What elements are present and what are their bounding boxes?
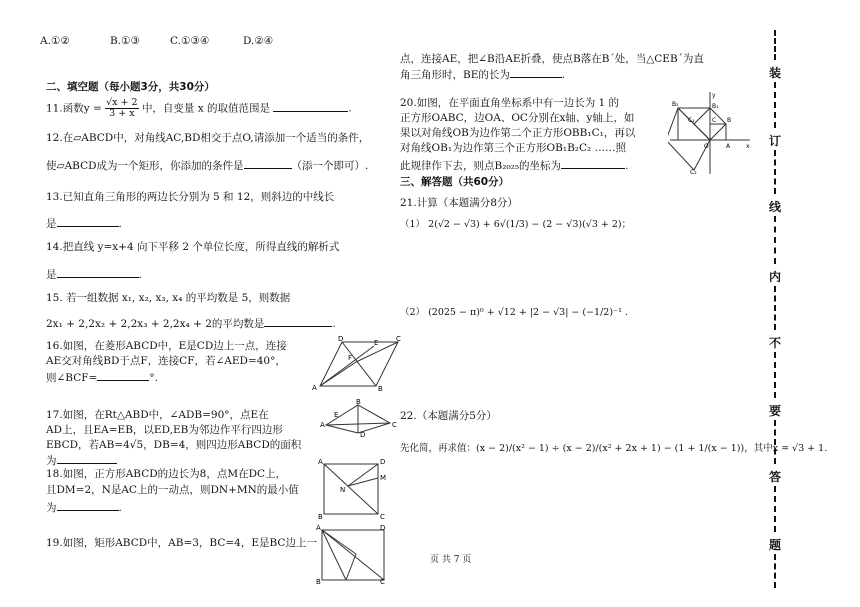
binding-char: 要 — [768, 404, 781, 418]
fig20-label-a: A — [726, 143, 731, 150]
q17-text: 为 — [46, 455, 57, 467]
q18-text: 为 — [46, 502, 57, 514]
fig18-label-m: M — [380, 474, 386, 482]
q12-end: （添一个即可）. — [291, 160, 369, 172]
binding-dash — [774, 486, 776, 532]
q11-answer-blank[interactable] — [273, 100, 348, 112]
question-18-line1: 18.如图，正方形ABCD的边长为8，点M在DC上， — [46, 468, 287, 480]
question-18-line2: 且DM=2，N是AC上的一动点，则DN+MN的最小值 — [46, 484, 299, 496]
q12-text: 使▱ABCD成为一个矩形，你添加的条件是 — [46, 160, 244, 172]
fig18-label-c: C — [380, 513, 385, 520]
fig20-label-c: C — [712, 117, 717, 124]
q15-answer-blank[interactable] — [264, 315, 332, 327]
q11-text: 中，自变量 x 的取值范围是 — [141, 102, 271, 115]
fig17-label-a: A — [320, 421, 325, 429]
section-answer-title: 三、解答题（共60分） — [400, 176, 510, 188]
fig20-label-o: O — [704, 143, 709, 150]
q19-answer-blank[interactable] — [510, 66, 562, 78]
fig20-label-b2: B₂ — [672, 101, 679, 108]
q11-numerator: √x + 2 — [106, 97, 138, 108]
fig16-label-c: C — [396, 336, 401, 343]
question-20-line4: 对角线OB₁为边作第三个正方形OB₁B₂C₂ ……照 — [400, 142, 627, 154]
binding-dash — [774, 286, 776, 330]
fig19-label-b: B — [316, 578, 321, 584]
q15-text: 2x₁ + 2,2x₂ + 2,2x₃ + 2,2x₄ + 2的平均数是 — [46, 318, 265, 330]
fig16-label-a: A — [312, 384, 317, 392]
fig18-label-a: A — [318, 458, 323, 466]
q19-text: 角三角形时，BE的长为 — [400, 69, 510, 81]
question-21-title: 21.计算（本题满分8分） — [400, 197, 518, 209]
fig16-label-f: F — [348, 354, 353, 362]
fig18-label-n: N — [340, 486, 346, 494]
fig19-label-d: D — [380, 524, 386, 532]
option-c: C.①③④ — [170, 35, 210, 47]
q13-answer-blank[interactable] — [57, 215, 119, 227]
fig19-label-c: C — [380, 578, 385, 584]
fig20-label-y: y — [712, 92, 716, 99]
q20-text: 此规律作下去，则点B₂₀₂₅的坐标为 — [400, 160, 562, 172]
fig16-label-e: E — [374, 339, 379, 347]
question-20-line2: 正方形OABC，边OA、OC分别在x轴、y轴上，如 — [400, 112, 635, 124]
fig17-label-e: E — [334, 411, 339, 419]
question-17-line2: AD上，且EA=EB，以ED,EB为邻边作平行四边形 — [46, 424, 283, 436]
question-12-line2 — [46, 157, 368, 173]
binding-dash — [774, 216, 776, 264]
question-17-line1: 17.如图，在Rt△ABD中，∠ADB=90°，点E在 — [46, 409, 269, 421]
question-14-line2: 是 . — [46, 266, 142, 282]
fig19-label-a: A — [316, 524, 321, 532]
q18-answer-blank[interactable] — [57, 499, 119, 511]
q12-answer-blank[interactable] — [244, 157, 292, 169]
q20-answer-blank[interactable] — [561, 157, 625, 169]
option-b: B.①③ — [110, 35, 140, 47]
question-22-title: 22.（本题满分5分） — [400, 410, 497, 422]
question-17-line3: EBCD，若AB=4√5，DB=4，则四边形ABCD的面积 — [46, 439, 302, 451]
figure-16-rhombus — [312, 336, 402, 392]
question-12-line1: 12.在▱ABCD中，对角线AC,BD相交于点O,请添加一个适当的条件， — [46, 132, 370, 144]
fig18-label-d: D — [380, 458, 386, 466]
fig16-label-d: D — [338, 336, 344, 343]
figure-19-rectangle — [316, 524, 388, 584]
q16-answer-blank[interactable] — [97, 369, 149, 381]
fig18-label-b: B — [318, 513, 323, 520]
q16-end: °. — [149, 372, 158, 384]
binding-dash — [774, 82, 776, 128]
question-17-line4 — [46, 452, 117, 468]
question-20-line1: 20.如图，在平面直角坐标系中有一边长为 1 的 — [400, 97, 620, 109]
question-13-line1: 13.已知直角三角形的两边长分别为 5 和 12，则斜边的中线长 — [46, 191, 335, 203]
question-16-line1: 16.如图，在菱形ABCD中，E是CD边上一点，连接 — [46, 340, 287, 352]
option-d: D.②④ — [243, 35, 274, 47]
question-19-cont-line1: 点，连接AE，把∠B沿AE折叠，使点B落在B´处，当△CEB´为直 — [400, 53, 704, 65]
fig17-label-b: B — [356, 398, 361, 406]
figure-17-parallelogram — [320, 397, 400, 437]
binding-dash — [774, 352, 776, 398]
figure-20-coordinate-squares — [668, 90, 752, 176]
question-19-cont-line2: 角三角形时，BE的长为 . — [400, 66, 565, 82]
question-18-line3: 为 . — [46, 499, 122, 515]
binding-dash — [774, 554, 776, 588]
question-16-line2: AE交对角线BD于点F，连接CF，若∠AED=40°， — [46, 355, 286, 367]
question-20-line3: 果以对角线OB为边作第二个正方形OBB₁C₁，再以 — [400, 127, 636, 139]
q11-prefix: 11.函数y = — [46, 102, 102, 115]
fig17-label-c: C — [392, 421, 397, 429]
binding-char: 订 — [768, 134, 781, 148]
binding-char: 内 — [768, 270, 781, 284]
binding-char: 线 — [768, 200, 781, 214]
q11-fraction — [105, 98, 138, 119]
binding-char: 不 — [768, 336, 781, 350]
question-13-line2: 是 . — [46, 215, 122, 231]
question-15-line1: 15. 若一组数据 x₁, x₂, x₃, x₄ 的平均数是 5，则数据 — [46, 292, 291, 304]
q11-denominator: 3 + x — [109, 108, 135, 119]
question-21-part2: （2） (2025 − π)⁰ + √12 + |2 − √3| − (−1/2)⁻¹ . — [400, 307, 628, 318]
question-15-line2: 2x₁ + 2,2x₂ + 2,2x₃ + 2,2x₄ + 2的平均数是 . — [46, 315, 336, 331]
fig20-label-c1: C₁ — [688, 117, 695, 124]
option-a: A.①② — [40, 35, 70, 47]
question-16-line3 — [46, 369, 158, 385]
binding-margin — [766, 30, 784, 590]
question-14-line1: 14.把直线 y=x+4 向下平移 2 个单位长度，所得直线的解析式 — [46, 241, 340, 253]
binding-dash — [774, 150, 776, 194]
question-11: 11.函数y = $\frac{√x + 2}{3 + x}$ 中，自变量 x 的取值范围是 . — [46, 97, 352, 119]
q13-text: 是 — [46, 218, 57, 230]
page-footer: 页 共 7 页 — [430, 555, 472, 565]
question-21-part1: （1） 2(√2 − √3) + 6√(1/3) − (2 − √3)(√3 + 2)； — [400, 219, 632, 230]
question-22-text: 先化简，再求值：(x − 2)/(x² − 1) ÷ (x − 2)/(x² + 2x + 1) − (1 + 1/(x − 1))，其中x = √3 + 1. — [400, 443, 828, 454]
fig20-label-b1: B₁ — [712, 103, 719, 110]
binding-char: 题 — [768, 538, 781, 552]
question-19-line1: 19.如图，矩形ABCD中，AB=3，BC=4，E是BC边上一 — [46, 537, 317, 549]
binding-dash — [774, 420, 776, 464]
q17-answer-blank[interactable] — [57, 452, 117, 464]
binding-char: 答 — [768, 470, 781, 484]
q14-answer-blank[interactable] — [57, 266, 139, 278]
fig17-label-d: D — [360, 431, 366, 437]
fig20-label-c2: C₂ — [690, 169, 697, 176]
q14-text: 是 — [46, 269, 57, 281]
fig20-label-b: B — [727, 117, 732, 124]
section-fill-in-title: 二、填空题（每小题3分，共30分） — [46, 81, 215, 93]
q16-text: 则∠BCF= — [46, 372, 98, 384]
binding-dash — [774, 30, 776, 60]
question-20-line5: 此规律作下去，则点B₂₀₂₅的坐标为 . — [400, 157, 628, 173]
fig20-label-x: x — [746, 143, 750, 150]
binding-char: 装 — [768, 66, 781, 80]
figure-18-square — [318, 458, 386, 520]
fig16-label-b: B — [378, 385, 383, 392]
